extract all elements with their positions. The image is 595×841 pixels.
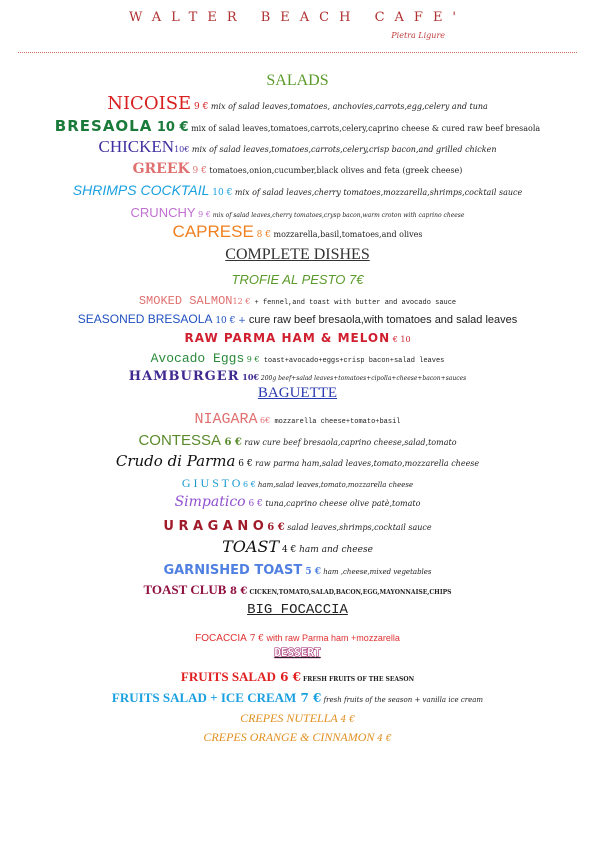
- item-name: TOAST CLUB: [143, 582, 227, 597]
- item-price: 9 €: [189, 166, 207, 176]
- item-price: 4 €: [337, 715, 355, 725]
- item-price: 8 €: [253, 230, 271, 240]
- menu-item-greek: [0, 158, 595, 177]
- item-description: CICKEN,TOMATO,SALAD,BACON,EGG,MAYONNAISE,CHIPS: [247, 589, 452, 596]
- item-price: 9 €: [195, 210, 211, 219]
- item-description: mozzarella,basil,tomatoes,and olives: [270, 230, 423, 239]
- item-price: 10 € +: [212, 316, 246, 326]
- menu-item-nicoise: [0, 93, 595, 114]
- item-name: RAW PARMA HAM & MELON: [184, 331, 391, 345]
- item-description: tomatoes,onion,cucumber,black olives and feta (greek cheese): [206, 166, 463, 175]
- menu-item-garnished-toast: [0, 559, 595, 578]
- item-name: SHRIMPS COCKTAIL: [72, 182, 210, 198]
- item-price: 6 €: [220, 437, 242, 448]
- header-divider: [18, 52, 577, 53]
- item-name: FOCACCIA: [195, 633, 247, 644]
- menu-item-contessa: [0, 430, 595, 449]
- item-price: 9 €: [191, 102, 209, 112]
- menu-item-crepes-nutella: [0, 707, 595, 726]
- item-price: 9 €: [244, 355, 260, 364]
- item-name: CREPES NUTELLA: [240, 711, 338, 725]
- item-price: 4 €: [374, 734, 392, 744]
- item-name: Crudo di Parma: [115, 452, 236, 470]
- item-description: salad leaves,shrimps,cocktail sauce: [284, 523, 432, 532]
- menu-item-trofie: [0, 269, 595, 288]
- item-name: GARNISHED TOAST: [163, 563, 303, 578]
- item-description: mix of salad leaves,cherry tomatoes,crysp bacon,warm croton with caprino cheese: [210, 212, 465, 219]
- menu-item-chicken: [0, 137, 595, 157]
- menu-item-seasoned-bresaola: [0, 308, 595, 327]
- item-description: ham,salad leaves,tomato,mozzarella cheese: [255, 481, 414, 489]
- item-name: NIAGARA: [194, 411, 258, 428]
- item-name: TOAST: [222, 537, 280, 556]
- menu-item-niagara: [0, 408, 595, 428]
- menu-item-giusto: [0, 472, 595, 491]
- item-price: 7 €: [296, 691, 322, 705]
- item-name: SEASONED BRESAOLA: [77, 312, 213, 326]
- item-name: Avocado Eggs: [150, 351, 245, 366]
- item-price: 6€: [257, 416, 271, 425]
- menu-item-smoked-salmon: [0, 289, 595, 308]
- item-description: raw parma ham,salad leaves,tomato,mozzarella cheese: [252, 459, 480, 468]
- menu-item-shrimps-cocktail: [0, 180, 595, 199]
- item-name: BRESAOLA: [54, 117, 153, 135]
- cafe-location: Pietra Ligure: [391, 31, 445, 40]
- item-description: mix of salad leaves,tomatoes, anchovies,carrots,egg,celery and tuna: [208, 102, 488, 111]
- item-price: 5 €: [302, 567, 322, 577]
- item-price: 10 €: [152, 120, 189, 135]
- item-price: 12 €: [232, 297, 251, 306]
- item-description: toast+avocado+eggs+crisp bacon+salad leaves: [259, 357, 445, 365]
- section-baguette: BAGUETTE: [257, 385, 338, 401]
- menu-item-fruits-salad-ice-cream: [0, 687, 595, 706]
- item-description: mix of salad leaves,cherry tomatoes,mozzarella,shrimps,cocktail sauce: [232, 188, 523, 197]
- menu-item-hamburger: [0, 365, 595, 384]
- item-description: mozzarella cheese+tomato+basil: [270, 418, 401, 426]
- menu-item-uragano: [0, 515, 595, 534]
- item-description: 200g beef+salad leaves+tomatoes+cipolla+cheese+bacon+sauces: [258, 375, 467, 382]
- item-description: ham and cheese: [296, 545, 373, 555]
- item-name: CREPES ORANGE & CINNAMON: [203, 730, 375, 744]
- item-name: CONTESSA: [138, 432, 221, 449]
- item-price: 8 €: [226, 586, 248, 597]
- menu-item-toast: [0, 537, 595, 556]
- item-price: 10€: [239, 372, 259, 382]
- section-complete-dishes: COMPLETE DISHES: [225, 246, 370, 263]
- item-description: + fennel,and toast with butter and avocado sauce: [250, 299, 457, 307]
- item-price: 6 €: [235, 459, 253, 469]
- item-price: 6 €: [240, 480, 256, 489]
- cafe-title: WALTER BEACH CAFE': [128, 10, 467, 25]
- item-description: mix of salad leaves,tomatoes,carrots,celery,caprino cheese & cured raw beef bresaola: [188, 124, 541, 133]
- menu-item-crunchy: [0, 202, 595, 221]
- item-price: 6 €: [263, 522, 285, 533]
- section-dessert-label: DESSERT: [274, 646, 321, 659]
- item-price: € 10: [390, 335, 411, 344]
- menu-item-crepes-orange: [0, 726, 595, 745]
- item-name: SMOKED SALMON: [138, 294, 233, 308]
- item-name: HAMBURGER: [128, 369, 240, 384]
- item-description: ham ,cheese,mixed vegetables: [321, 568, 432, 576]
- menu-item-fruits-salad: [0, 666, 595, 685]
- menu-item-parma-melon: [0, 327, 595, 346]
- item-description: mix of salad leaves,tomatoes,carrots,celery,crisp bacon,and grilled chicken: [189, 145, 497, 154]
- item-price: 7 €: [246, 634, 265, 644]
- item-price: 10 €: [209, 188, 233, 198]
- item-description: fresh fruits of the season + vanilla ice cream: [321, 696, 484, 704]
- item-name: CRUNCHY: [130, 205, 196, 220]
- item-name: NICOISE: [107, 93, 192, 114]
- item-price: 4 €: [279, 545, 297, 555]
- item-name: U R A G A N O: [163, 519, 264, 534]
- menu-item-simpatico: [0, 491, 595, 510]
- menu-item-avocado-eggs: [0, 347, 595, 366]
- item-name: Simpatico: [174, 494, 246, 510]
- menu-item-crudo-di-parma: [0, 451, 595, 470]
- menu-item-toast-club: [0, 579, 595, 598]
- item-name: FRUITS SALAD: [180, 669, 276, 684]
- section-dessert: [0, 641, 595, 660]
- item-description: cure raw beef bresaola,with tomatoes and salad leaves: [245, 314, 518, 326]
- item-name: G I U S T O: [181, 476, 241, 490]
- item-name: FRUITS SALAD + ICE CREAM: [111, 690, 297, 705]
- item-name: CHICKEN: [98, 137, 175, 156]
- item-price: 6 €: [275, 670, 301, 684]
- section-big-focaccia: BIG FOCACCIA: [247, 602, 348, 618]
- menu-item-caprese: [0, 222, 595, 242]
- item-name: TROFIE AL PESTO 7€: [231, 272, 364, 287]
- menu-item-bresaola: [0, 116, 595, 135]
- item-name: GREEK: [132, 161, 190, 177]
- item-description: with raw Parma ham +mozzarella: [264, 633, 400, 643]
- item-price: 10€: [174, 145, 190, 154]
- item-name: CAPRESE: [172, 222, 254, 241]
- item-price: 6 €: [245, 499, 263, 509]
- section-salads: SALADS: [266, 72, 329, 89]
- item-description: raw cure beef bresaola,caprino cheese,salad,tomato: [241, 438, 457, 447]
- item-description: tuna,caprino cheese olive patè,tomato: [262, 499, 421, 508]
- item-description: FRESH FRUITS OF THE SEASON: [300, 676, 415, 683]
